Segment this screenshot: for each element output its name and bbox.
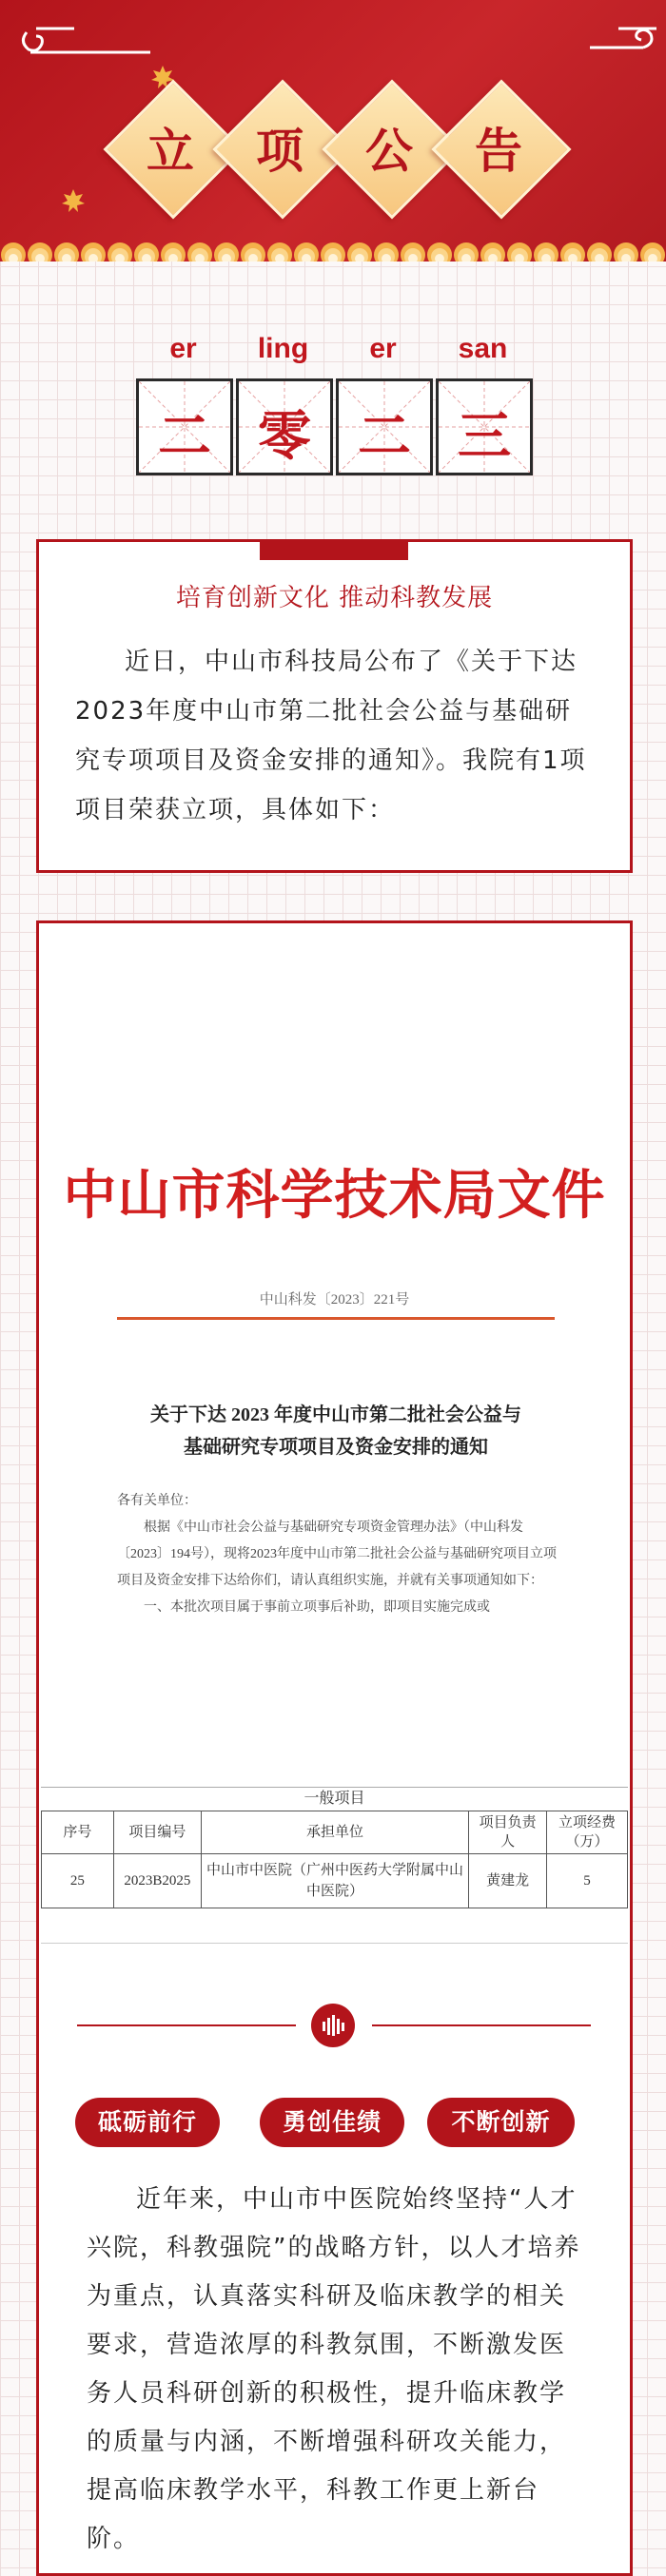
year-char: 二 <box>358 406 411 468</box>
table-header-cell: 序号 <box>42 1811 114 1854</box>
year-character-grid <box>136 378 536 474</box>
table-header-row <box>42 1811 628 1854</box>
scallop-border <box>0 238 666 261</box>
soundwave-icon <box>311 2004 355 2047</box>
document-org-header: 中山市科学技术局文件 <box>63 1167 606 1226</box>
table-header-cell: 项目负责人 <box>469 1811 547 1854</box>
table-header-cell: 立项经费（万） <box>547 1811 628 1854</box>
table-cell: 中山市中医院（广州中医药大学附属中山中医院） <box>201 1854 468 1908</box>
pinyin-label: er <box>369 333 397 364</box>
slogan-badge: 勇创佳绩 <box>260 2098 404 2147</box>
intro-paragraph: 近日，中山市科技局公布了《关于下达2023年度中山市第二批社会公益与基础研究专项项目及资金安排的通知》。我院有1项项目荣获立项，具体如下： <box>75 648 587 824</box>
table-cell: 5 <box>547 1854 628 1908</box>
document-red-rule <box>117 1317 555 1320</box>
year-char: 三 <box>458 406 511 468</box>
table-header-cell: 承担单位 <box>201 1811 468 1854</box>
scroll-ornament-left <box>17 21 150 59</box>
grid-cell <box>236 378 333 475</box>
document-heading <box>79 1399 593 1463</box>
divider-line <box>77 2024 296 2026</box>
title-char: 公 <box>365 124 413 179</box>
divider-line <box>372 2024 591 2026</box>
document-salutation: 各有关单位： <box>117 1494 197 1508</box>
document-heading-line: 关于下达 2023 年度中山市第二批社会公益与 <box>150 1404 521 1425</box>
year-char: 零 <box>258 406 311 468</box>
year-char: 二 <box>158 406 211 468</box>
section-divider <box>77 2002 591 2049</box>
document-number: 中山科发〔2023〕221号 <box>259 1292 410 1307</box>
intro-tab-decoration <box>260 539 408 560</box>
table-cell: 黄建龙 <box>469 1854 547 1908</box>
pinyin-label: ling <box>257 333 309 364</box>
maple-leaf-icon <box>61 188 86 213</box>
intro-title: 培育创新文化 推动科教发展 <box>175 584 494 612</box>
table-cell: 25 <box>42 1854 114 1908</box>
table-row <box>42 1854 628 1908</box>
title-char: 项 <box>256 124 304 179</box>
closing-paragraph: 近年来，中山市中医院始终坚持“人才兴院，科教强院”的战略方针，以人才培养为重点，认真落实科研及临床教学的相关要求，营造浓厚的科教氛围，不断激发医务人员科研创新的积极性，提升临床教学的质量与内涵，不断增强科研攻关能力，提高临床教学水平，科教工作更上新台阶。 <box>87 2185 581 2553</box>
slogan-badge: 砥砺前行 <box>75 2098 220 2147</box>
document-body <box>117 1488 564 1621</box>
slogan-badge: 不断创新 <box>427 2098 575 2147</box>
project-table-section <box>41 1787 628 1908</box>
document-heading-line: 基础研究专项项目及资金安排的通知 <box>184 1437 488 1458</box>
table-cell: 2023B2025 <box>113 1854 201 1908</box>
pinyin-label: er <box>169 333 197 364</box>
title-char: 立 <box>147 124 194 179</box>
pinyin-row <box>133 333 533 371</box>
grid-cell <box>136 378 233 475</box>
project-table <box>41 1811 628 1908</box>
document-section <box>36 920 633 2576</box>
document-paragraph: 根据《中山市社会公益与基础研究专项资金管理办法》（中山科发〔2023〕194号），现将2023年度中山市第二批社会公益与基础研究项目立项项目及资金安排下达给你们，请认真组织实施，并就有关事项通知如下： <box>117 1520 557 1588</box>
table-caption: 一般项目 <box>41 1787 628 1811</box>
title-char: 告 <box>475 124 522 179</box>
title-diamonds <box>105 90 561 223</box>
intro-section <box>36 539 633 873</box>
header-banner <box>0 0 666 261</box>
scroll-ornament-right <box>590 21 656 59</box>
pinyin-label: san <box>458 333 508 364</box>
grid-cell <box>336 378 433 475</box>
document-paragraph: 一、本批次项目属于事前立项事后补助，即项目实施完成或 <box>144 1600 490 1615</box>
table-header-cell: 项目编号 <box>113 1811 201 1854</box>
grid-cell <box>436 378 533 475</box>
